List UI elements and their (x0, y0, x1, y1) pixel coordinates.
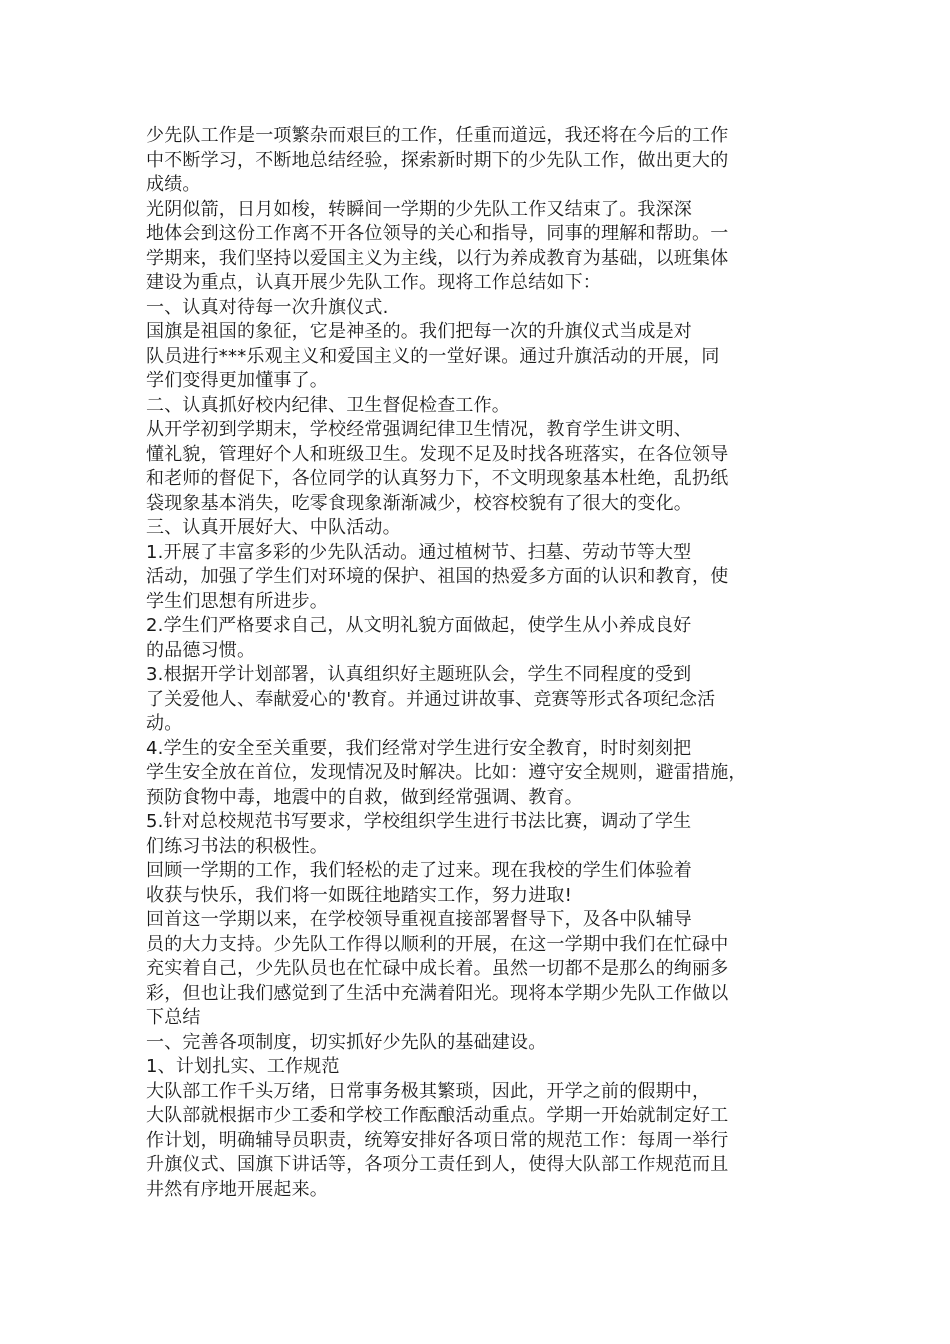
text-line: 的品德习惯。 (146, 639, 256, 661)
text-line: 从开学初到学期末，学校经常强调纪律卫生情况，教育学生讲文明、 (146, 419, 692, 440)
text-line: 地体会到这份工作离不开各位领导的关心和指导，同事的理解和帮助。一 (146, 223, 729, 244)
text-line: 作计划，明确辅导员职责，统筹安排好各项日常的规范工作：每周一举行 (146, 1129, 729, 1151)
text-line: 预防食物中毒，地震中的自救，做到经常强调、教育。 (146, 786, 583, 808)
text-line: 成绩。 (146, 174, 201, 195)
text-line: 1、计划扎实、工作规范 (146, 1056, 340, 1077)
text-line: 学生安全放在首位，发现情况及时解决。比如：遵守安全规则，避雷措施， (146, 762, 747, 783)
text-line: 了关爱他人、奉献爱心的'教育。并通过讲故事、竞赛等形式各项纪念活 (146, 688, 716, 710)
text-line: 三、认真开展好大、中队活动。 (146, 517, 401, 538)
text-line: 充实着自己，少先队员也在忙碌中成长着。虽然一切都不是那么的绚丽多 (146, 958, 729, 979)
text-line: 大队部就根据市少工委和学校工作酝酿活动重点。学期一开始就制定好工 (146, 1105, 729, 1126)
text-line: 一、完善各项制度，切实抓好少先队的基础建设。 (146, 1031, 547, 1053)
text-line: 们练习书法的积极性。 (146, 835, 328, 857)
text-line: 彩，但也让我们感觉到了生活中充满着阳光。现将本学期少先队工作做以 (146, 982, 729, 1004)
text-line: 动。 (146, 713, 183, 734)
text-line: 收获与快乐，我们将一如既往地踏实工作，努力进取! (146, 884, 573, 906)
text-line: 井然有序地开展起来。 (146, 1178, 328, 1200)
text-line: 和老师的督促下，各位同学的认真努力下，不文明现象基本杜绝，乱扔纸 (146, 468, 729, 489)
text-line: 国旗是祖国的象征，它是神圣的。我们把每一次的升旗仪式当成是对 (146, 321, 692, 342)
document-body (146, 124, 786, 1202)
text-line: 下总结 (146, 1007, 201, 1028)
text-line: 懂礼貌，管理好个人和班级卫生。发现不足及时找各班落实，在各位领导 (146, 443, 729, 465)
text-line: 光阴似箭，日月如梭，转瞬间一学期的少先队工作又结束了。我深深 (146, 198, 692, 220)
text-line: 袋现象基本消失，吃零食现象渐渐减少，校容校貌有了很大的变化。 (146, 492, 692, 514)
text-line: 5.针对总校规范书写要求，学校组织学生进行书法比赛，调动了学生 (146, 811, 692, 832)
text-line: 队员进行***乐观主义和爱国主义的一堂好课。通过升旗活动的开展，同 (146, 345, 720, 367)
text-line: 员的大力支持。少先队工作得以顺利的开展，在这一学期中我们在忙碌中 (146, 933, 729, 955)
text-line: 少先队工作是一项繁杂而艰巨的工作，任重而道远，我还将在今后的工作 (146, 125, 729, 146)
text-line: 建设为重点，认真开展少先队工作。现将工作总结如下： (146, 272, 601, 293)
text-line: 1.开展了丰富多彩的少先队活动。通过植树节、扫墓、劳动节等大型 (146, 541, 692, 563)
text-line: 学生们思想有所进步。 (146, 590, 328, 612)
text-line: 回首这一学期以来，在学校领导重视直接部署督导下，及各中队辅导 (146, 909, 692, 930)
text-line: 学们变得更加懂事了。 (146, 370, 328, 391)
text-line: 升旗仪式、国旗下讲话等，各项分工责任到人，使得大队部工作规范而且 (146, 1154, 729, 1175)
text-line: 中不断学习，不断地总结经验，探索新时期下的少先队工作，做出更大的 (146, 149, 729, 171)
text-line: 4.学生的安全至关重要，我们经常对学生进行安全教育，时时刻刻把 (146, 737, 692, 759)
text-line: 学期来，我们坚持以爱国主义为主线，以行为养成教育为基础，以班集体 (146, 247, 729, 269)
text-line: 活动，加强了学生们对环境的保护、祖国的热爱多方面的认识和教育，使 (146, 566, 729, 587)
text-line: 2.学生们严格要求自己，从文明礼貌方面做起，使学生从小养成良好 (146, 615, 692, 636)
text-line: 二、认真抓好校内纪律、卫生督促检查工作。 (146, 394, 510, 416)
text-line: 3.根据开学计划部署，认真组织好主题班队会，学生不同程度的受到 (146, 664, 692, 685)
text-line: 回顾一学期的工作，我们轻松的走了过来。现在我校的学生们体验着 (146, 860, 692, 881)
text-line: 大队部工作千头万绪，日常事务极其繁琐，因此，开学之前的假期中， (146, 1080, 711, 1102)
text-line: 一、认真对待每一次升旗仪式. (146, 296, 389, 318)
